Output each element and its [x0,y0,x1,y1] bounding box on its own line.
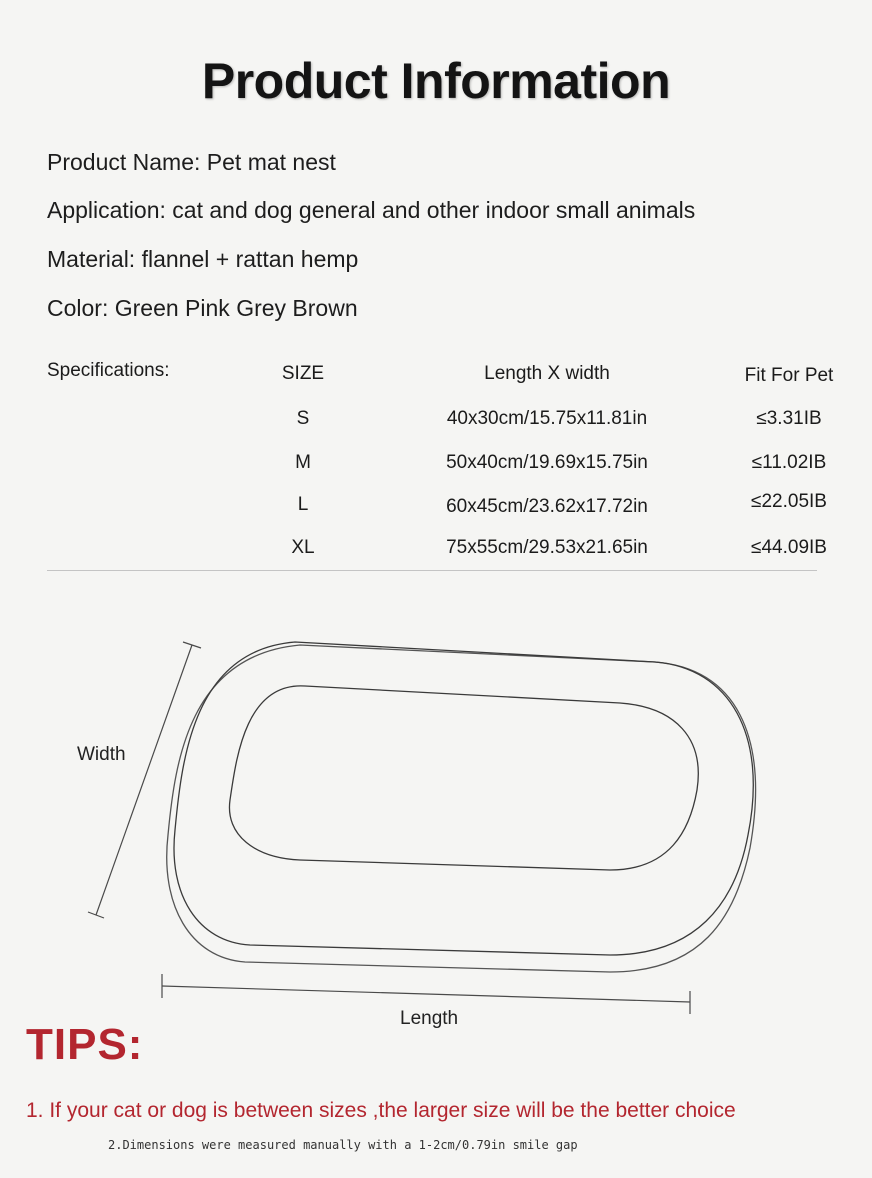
tips-heading: TIPS: [26,1020,144,1069]
product-name: Product Name: Pet mat nest [47,149,336,175]
spec-row-size: L [297,494,309,515]
length-label: Length [400,1008,459,1029]
spec-row-size: XL [291,537,315,558]
header-fit: Fit For Pet [744,365,834,386]
width-label: Width [77,744,126,765]
spec-row-size: M [295,452,311,473]
specifications-label: Specifications: [47,360,170,381]
header-length: Length X width [484,363,610,384]
header-size: SIZE [281,363,325,384]
tip-2: 2.Dimensions were measured manually with a 1-2cm/0.79in smile gap [108,1138,578,1152]
product-color: Color: Green Pink Grey Brown [47,295,358,321]
mat-outer-rim [174,642,753,955]
spec-row-fit: ≤3.31IB [756,408,822,429]
spec-row-size: S [296,408,310,429]
spec-row-fit: ≤11.02IB [751,452,827,473]
spec-row-length: 40x30cm/15.75x11.81in [446,408,648,429]
width-arrow [96,645,192,915]
spec-row-fit: ≤44.09IB [751,537,827,558]
mat-dimension-diagram [0,600,872,1040]
tip-1: 1. If your cat or dog is between sizes ,the larger size will be the better choice [26,1099,736,1122]
spec-row-length: 75x55cm/29.53x21.65in [446,537,648,558]
spec-row-length: 60x45cm/23.62x17.72in [446,496,648,517]
length-arrow [162,986,690,1002]
page-title: Product Information [201,53,671,109]
product-material: Material: flannel + rattan hemp [47,246,359,272]
product-application: Application: cat and dog general and other indoor small animals [47,197,696,223]
section-divider [47,570,817,571]
mat-inner-recess [229,686,698,870]
spec-row-fit: ≤22.05IB [751,491,827,512]
spec-row-length: 50x40cm/19.69x15.75in [446,452,648,473]
